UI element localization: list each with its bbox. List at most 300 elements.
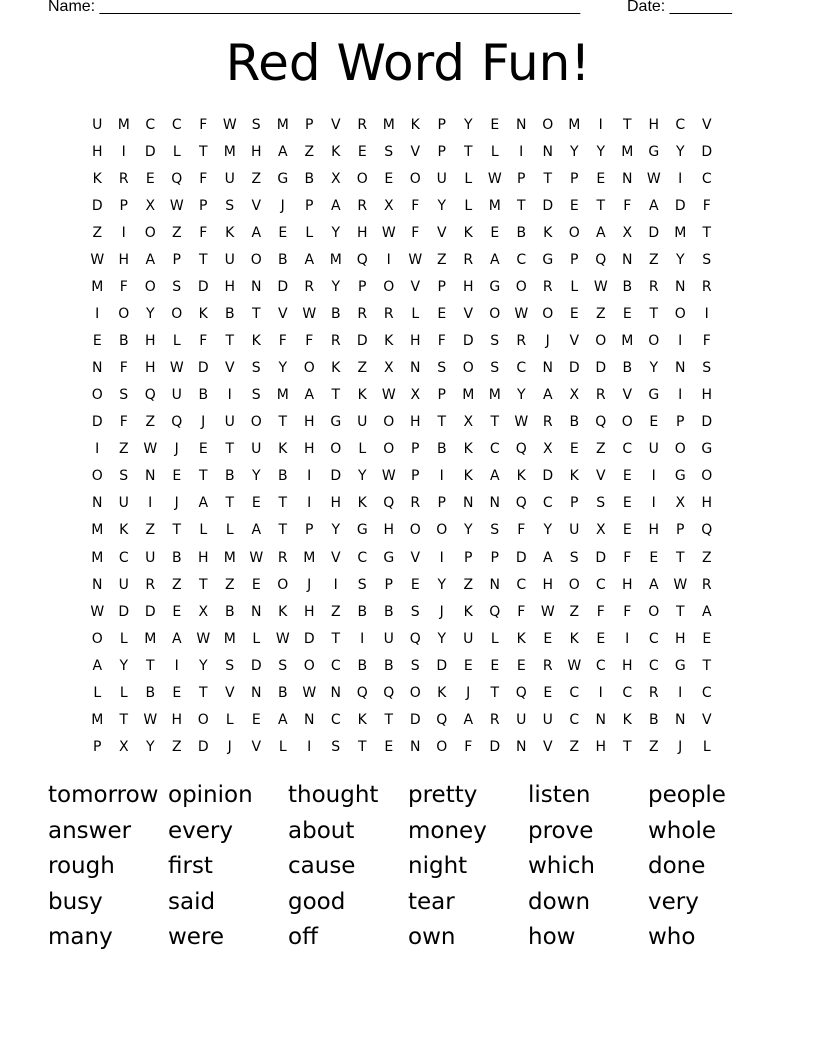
grid-letter: H [330,495,342,512]
grid-letter: R [410,495,421,512]
grid-letter: Y [649,360,659,377]
word-bank-item: done [648,853,706,879]
grid-letter: Q [383,495,395,512]
grid-letter: V [569,333,580,350]
grid-letter: I [360,630,365,647]
grid-letter: Z [701,549,712,566]
grid-letter: I [519,143,524,160]
grid-letter: C [569,684,580,701]
grid-letter: N [489,576,500,593]
grid-letter: Q [515,684,527,701]
grid-letter: C [648,657,659,674]
grid-letter: O [621,414,633,431]
grid-letter: U [118,495,129,512]
grid-letter: M [223,549,236,566]
grid-letter: R [118,170,129,187]
grid-letter: K [516,630,526,647]
grid-letter: T [384,711,394,728]
grid-letter: C [118,549,129,566]
grid-letter: E [490,116,500,133]
grid-letter: N [251,603,262,620]
grid-letter: B [198,387,209,404]
grid-letter: T [172,522,182,539]
grid-letter: H [356,224,368,241]
grid-letter: S [251,116,261,133]
grid-letter: J [201,414,206,431]
grid-letter: D [515,549,527,566]
grid-letter: E [384,738,394,755]
grid-letter: K [278,603,288,620]
grid-letter: P [93,738,102,755]
grid-letter: V [330,549,341,566]
grid-letter: L [225,522,234,539]
grid-letter: C [145,116,156,133]
grid-letter: V [277,305,288,322]
grid-letter: Q [436,711,448,728]
grid-letter: K [278,441,288,458]
grid-letter: X [198,603,209,620]
word-bank-item: down [528,888,591,915]
grid-letter: H [250,143,262,160]
grid-letter: D [197,278,209,295]
grid-letter: R [277,549,288,566]
grid-letter: E [543,684,553,701]
grid-letter: S [119,468,129,485]
word-bank-item: said [168,888,216,915]
grid-letter: Y [437,630,447,647]
grid-letter: E [622,468,632,485]
grid-letter: P [570,495,579,512]
grid-letter: S [490,522,500,539]
grid-letter: W [143,711,158,728]
grid-letter: H [409,333,421,350]
grid-letter: Y [331,522,341,539]
grid-letter: G [648,387,660,404]
word-bank-item: busy [48,888,103,915]
grid-letter: C [542,495,553,512]
grid-letter: L [172,143,181,160]
grid-letter: E [198,441,208,458]
grid-letter: P [437,387,446,404]
grid-letter: A [595,224,606,241]
grid-letter: Y [119,657,129,674]
grid-letter: J [545,333,550,350]
grid-letter: H [409,414,421,431]
grid-letter: H [303,603,315,620]
grid-letter: T [490,414,500,431]
grid-letter: I [307,468,312,485]
grid-letter: F [464,738,473,755]
grid-letter: H [144,333,156,350]
word-bank-item: who [648,924,696,950]
grid-letter: T [357,738,367,755]
grid-letter: H [674,630,686,647]
grid-letter: C [595,657,606,674]
grid-letter: W [646,170,661,187]
grid-letter: W [169,197,184,214]
grid-letter: V [410,143,421,160]
grid-letter: A [304,251,315,268]
grid-letter: E [569,305,579,322]
grid-letter: C [330,657,341,674]
grid-letter: N [516,116,527,133]
grid-letter: E [172,468,182,485]
grid-letter: U [569,522,580,539]
grid-letter: E [410,576,420,593]
grid-letter: L [278,738,287,755]
grid-letter: E [463,657,473,674]
grid-letter: G [277,170,289,187]
grid-letter: Q [171,170,183,187]
grid-letter: N [489,495,500,512]
grid-letter: D [701,414,713,431]
grid-letter: J [174,495,179,512]
grid-letter: F [702,333,711,350]
grid-letter: I [439,549,444,566]
grid-letter: Y [357,468,367,485]
grid-letter: T [198,143,208,160]
grid-letter: D [701,143,713,160]
header [48,0,732,16]
grid-letter: Z [330,603,341,620]
grid-letter: G [542,251,554,268]
grid-letter: N [675,278,686,295]
grid-letter: U [648,441,659,458]
grid-letter: E [251,711,261,728]
grid-letter: J [439,603,444,620]
grid-letter: O [303,360,315,377]
word-bank-item: were [168,924,225,950]
grid-letter: J [678,738,683,755]
word-bank-item: money [408,817,487,844]
grid-letter: U [436,170,447,187]
grid-letter: A [542,387,553,404]
grid-letter: B [383,657,394,674]
grid-letter: E [596,630,606,647]
grid-letter: L [411,305,420,322]
grid-letter: U [463,630,474,647]
word-bank-item: rough [48,853,115,879]
grid-letter: Q [144,387,156,404]
grid-letter: T [225,495,235,512]
grid-letter: T [622,116,632,133]
grid-letter: J [280,197,285,214]
grid-letter: N [542,360,553,377]
grid-letter: A [277,143,288,160]
grid-letter: E [357,143,367,160]
grid-letter: G [674,657,686,674]
grid-letter: Y [437,576,447,593]
grid-letter: Q [515,495,527,512]
grid-letter: I [121,224,126,241]
grid-letter: B [118,333,129,350]
grid-letter: N [463,495,474,512]
word-bank-item: very [648,888,699,915]
grid-letter: F [623,549,632,566]
grid-letter: N [675,360,686,377]
grid-letter: O [356,170,368,187]
grid-letter: C [622,441,633,458]
grid-letter: O [489,305,501,322]
grid-letter: Z [595,305,606,322]
grid-letter: L [358,441,367,458]
grid-letter: N [542,143,553,160]
grid-letter: R [542,414,553,431]
grid-letter: J [227,738,232,755]
grid-letter: U [171,387,182,404]
grid-letter: B [569,414,580,431]
grid-letter: W [302,305,317,322]
grid-letter: K [410,116,420,133]
grid-letter: B [277,468,288,485]
grid-letter: D [489,738,501,755]
grid-letter: D [542,468,554,485]
grid-letter: I [95,441,100,458]
grid-letter: D [648,224,660,241]
grid-letter: U [251,441,262,458]
grid-letter: L [464,170,473,187]
grid-letter: H [197,549,209,566]
grid-letter: T [198,684,208,701]
grid-letter: K [543,224,553,241]
grid-letter: Q [489,603,501,620]
grid-letter: R [463,251,474,268]
date-field-label: Date: _______ [627,0,732,15]
grid-letter: D [595,549,607,566]
grid-letter: T [437,414,447,431]
grid-letter: B [357,657,368,674]
grid-letter: Y [596,143,606,160]
word-bank-item: every [168,817,233,844]
grid-letter: T [225,333,235,350]
grid-letter: L [119,684,128,701]
grid-letter: L [252,630,261,647]
grid-letter: V [701,711,712,728]
grid-letter: L [570,278,579,295]
word-bank-item: whole [648,817,717,844]
grid-letter: Y [145,305,155,322]
grid-letter: A [304,387,315,404]
grid-letter: H [648,116,660,133]
grid-letter: W [514,414,529,431]
grid-letter: M [303,549,316,566]
grid-letter: D [118,603,130,620]
grid-letter: S [357,576,367,593]
grid-letter: L [225,711,234,728]
grid-letter: W [90,603,105,620]
grid-letter: W [143,441,158,458]
grid-letter: M [276,387,289,404]
grid-letter: A [171,630,182,647]
grid-letter: D [330,468,342,485]
grid-letter: Y [145,738,155,755]
grid-letter: E [622,522,632,539]
grid-letter: U [224,414,235,431]
grid-letter: Z [357,360,368,377]
grid-letter: P [358,278,367,295]
grid-letter: D [303,630,315,647]
grid-letter: W [222,116,237,133]
grid-letter: B [277,251,288,268]
grid-letter: Z [595,441,606,458]
grid-letter: F [596,603,605,620]
grid-letter: F [278,333,287,350]
grid-letter: N [622,170,633,187]
grid-letter: N [516,738,527,755]
grid-letter: L [464,197,473,214]
grid-letter: O [648,333,660,350]
grid-letter: H [595,738,607,755]
grid-letter: M [329,251,342,268]
grid-letter: Z [569,738,580,755]
grid-letter: E [251,576,261,593]
grid-letter: O [383,441,395,458]
grid-letter: M [144,630,157,647]
word-bank-item: answer [48,817,132,844]
grid-letter: T [198,576,208,593]
grid-letter: W [487,170,502,187]
grid-letter: H [462,278,474,295]
grid-letter: N [410,360,421,377]
grid-letter: R [542,278,553,295]
grid-letter: O [383,414,395,431]
grid-letter: S [569,549,579,566]
grid-letter: H [648,522,660,539]
grid-letter: I [598,116,603,133]
grid-letter: K [437,684,447,701]
grid-letter: H [224,278,236,295]
grid-letter: R [648,278,659,295]
grid-letter: D [436,657,448,674]
grid-letter: V [410,278,421,295]
grid-letter: S [225,197,235,214]
word-bank-item: prove [528,817,594,844]
grid-letter: I [333,576,338,593]
word-bank [48,778,768,956]
grid-letter: A [277,711,288,728]
grid-letter: D [144,143,156,160]
grid-letter: I [386,251,391,268]
grid-letter: R [357,197,368,214]
grid-letter: Z [251,170,262,187]
grid-letter: F [199,170,208,187]
grid-letter: S [596,495,606,512]
grid-letter: Y [569,143,579,160]
grid-letter: W [196,630,211,647]
grid-letter: B [171,549,182,566]
grid-letter: M [91,549,104,566]
grid-letter: M [223,143,236,160]
grid-letter: L [702,738,711,755]
grid-letter: T [596,197,606,214]
grid-letter: W [381,387,396,404]
grid-letter: Y [463,522,473,539]
grid-letter: A [198,495,209,512]
word-bank-item: cause [288,853,356,879]
grid-letter: X [542,441,553,458]
grid-letter: M [91,522,104,539]
grid-letter: A [463,711,474,728]
grid-letter: E [649,549,659,566]
grid-letter: P [464,549,473,566]
grid-letter: K [331,143,341,160]
grid-letter: F [702,197,711,214]
grid-letter: L [305,224,314,241]
grid-letter: Y [198,657,208,674]
grid-letter: B [224,305,235,322]
grid-letter: T [145,657,155,674]
grid-letter: K [463,603,473,620]
grid-letter: P [384,576,393,593]
grid-letter: V [410,549,421,566]
grid-letter: Z [118,441,129,458]
grid-letter: S [251,387,261,404]
word-bank-item: off [288,924,318,950]
grid-letter: H [144,360,156,377]
grid-letter: I [121,143,126,160]
grid-letter: E [622,305,632,322]
grid-letter: L [490,630,499,647]
grid-letter: P [305,116,314,133]
grid-letter: C [595,576,606,593]
grid-letter: O [91,630,103,647]
grid-letter: I [598,684,603,701]
grid-letter: S [702,251,712,268]
grid-letter: M [488,387,501,404]
grid-letter: T [543,170,553,187]
grid-letter: O [436,522,448,539]
grid-letter: W [381,468,396,485]
grid-letter: M [276,116,289,133]
grid-letter: H [701,495,713,512]
grid-letter: I [704,305,709,322]
grid-letter: D [674,197,686,214]
grid-letter: E [145,170,155,187]
grid-letter: X [595,522,606,539]
grid-letter: H [303,441,315,458]
grid-letter: O [409,170,421,187]
grid-letter: M [621,333,634,350]
grid-letter: N [251,278,262,295]
grid-letter: H [701,387,713,404]
grid-letter: Q [171,414,183,431]
grid-letter: I [307,738,312,755]
grid-letter: T [649,305,659,322]
grid-letter: A [542,549,553,566]
grid-letter: W [567,657,582,674]
grid-letter: F [411,197,420,214]
grid-letter: T [278,495,288,512]
grid-letter: G [356,522,368,539]
grid-letter: F [199,116,208,133]
grid-letter: R [383,305,394,322]
grid-letter: K [119,522,129,539]
grid-letter: O [674,441,686,458]
grid-letter: W [540,603,555,620]
grid-letter: W [249,549,264,566]
grid-letter: R [701,576,712,593]
grid-letter: P [437,116,446,133]
grid-letter: O [303,657,315,674]
grid-letter: Q [356,684,368,701]
grid-letter: M [462,387,475,404]
grid-letter: B [516,224,527,241]
grid-letter: Y [437,197,447,214]
grid-letter: N [675,711,686,728]
grid-letter: O [568,224,580,241]
grid-letter: N [304,711,315,728]
grid-letter: I [439,468,444,485]
